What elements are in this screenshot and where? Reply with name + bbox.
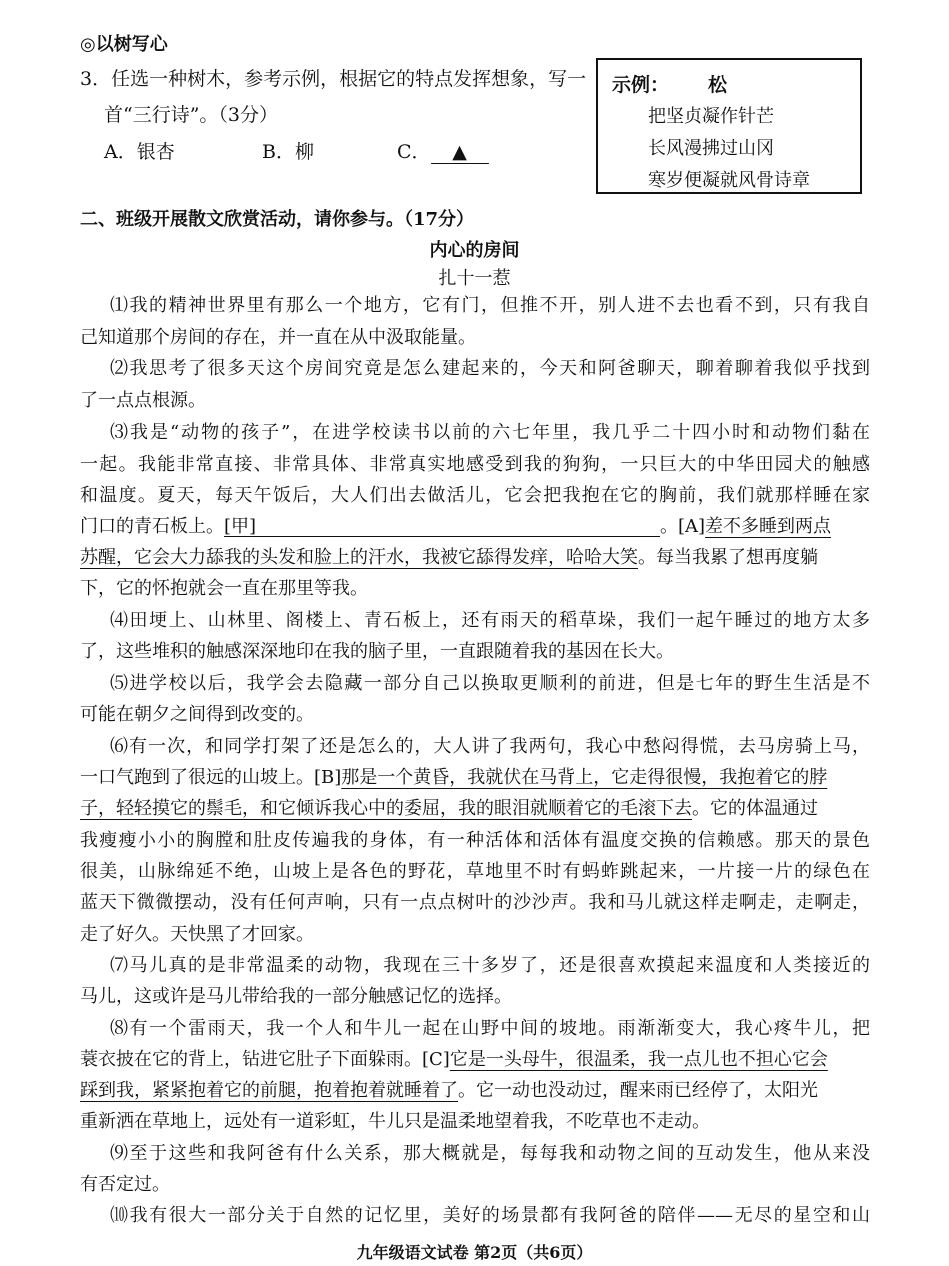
example-line-2: 长风漫拂过山冈 — [648, 138, 774, 159]
question-3-line-2: 首“三行诗”。（3分） — [104, 104, 279, 126]
p1-line-1: ⑴我的精神世界里有那么一个地方，它有门，但推不开，别人进不去也看不到，只有我自 — [110, 295, 870, 316]
underlined-b-1: 那是一个黄昏，我就伏在马背上，它走得很慢，我抱着它的脖 — [341, 767, 828, 788]
p6-line-2 — [80, 769, 870, 787]
p9-line-1: ⑼至于这些和我阿爸有什么关系，那大概就是，每每我和动物之间的互动发生，他从来没 — [110, 1143, 870, 1164]
option-c-label: C． — [397, 141, 431, 163]
p5-line-1: ⑸进学校以后，我学会去隐藏一部分自己以换取更顺利的前进，但是七年的野生生活是不 — [110, 673, 870, 694]
p3-line-6: 下，它的怀抱就会一直在那里等我。 — [80, 578, 368, 599]
p1-line-2: 己知道那个房间的存在，并一直在从中汲取能量。 — [80, 327, 476, 348]
p4-line-2: 了，这些堆积的触感深深地印在我的脑子里，一直跟随着我的基因在长大。 — [80, 641, 674, 662]
p6-line-3 — [80, 800, 870, 818]
underlined-c-2: 踩到我，紧紧抱着它的前腿，抱着抱着就睡着了 — [80, 1080, 458, 1101]
p4-line-1: ⑷田埂上、山林里、阁楼上、青石板上，还有雨天的稻草垛，我们一起午睡过的地方太多 — [110, 610, 870, 631]
blank-jia[interactable] — [224, 518, 660, 537]
underlined-a-1: 差不多睡到两点 — [705, 516, 832, 537]
p8-line-2-text: 蓑衣披在它的背上，钻进它肚子下面躲雨。 — [80, 1049, 422, 1070]
p3-line-3: 和温度。夏天，每天午饭后，大人们出去做活儿，它会把我抱在它的胸前，我们就那样睡在家 — [80, 485, 870, 506]
p9-line-2: 有否定过。 — [80, 1174, 170, 1195]
example-line-3: 寒岁便凝就风骨诗章 — [648, 170, 810, 191]
option-c-answer-blank[interactable] — [431, 141, 489, 164]
p6-line-3-rest: 。它的体温通过 — [692, 798, 818, 819]
section-marker: ◎以树写心 — [80, 34, 168, 55]
option-b: B．柳 — [262, 141, 314, 163]
page-footer: 九年级语文试卷 第2页（共6页） — [356, 1243, 593, 1262]
triangle-icon: ▲ — [452, 141, 467, 163]
p7-line-1: ⑺马儿真的是非常温柔的动物，我现在三十多岁了，还是很喜欢摸起来温度和人类接近的 — [110, 955, 870, 976]
p2-line-2: 了一点点根源。 — [80, 390, 206, 411]
essay-author: 扎十一惹 — [438, 268, 511, 289]
option-c — [397, 137, 489, 164]
underlined-b-2: 子，轻轻摸它的鬃毛，和它倾诉我心中的委屈，我的眼泪就顺着它的毛滚下去 — [80, 798, 692, 819]
p6-line-2-text: 一口气跑到了很远的山坡上。 — [80, 767, 314, 788]
p6-line-6: 蓝天下微微摆动，没有任何声响，只有一点点树叶的沙沙声。我和马儿就这样走啊走，走啊走， — [80, 892, 870, 913]
p8-line-1: ⑻有一个雷雨天，我一个人和牛儿一起在山野中间的坡地。雨渐渐变大，我心疼牛儿，把 — [110, 1018, 870, 1039]
p3-line-2: 一起。我能非常直接、非常具体、非常真实地感受到我的狗狗，一只巨大的中华田园犬的触感 — [80, 454, 870, 475]
p5-line-2: 可能在朝夕之间得到改变的。 — [80, 704, 314, 725]
essay-title: 内心的房间 — [429, 240, 520, 261]
p6-line-4: 我瘦瘦小小的胸膛和肚皮传遍我的身体，有一种活体和活体有温度交换的信赖感。那天的景色 — [80, 830, 870, 851]
example-box — [596, 58, 862, 194]
p3-line-1: ⑶我是“动物的孩子”，在进学校读书以前的六七年里，我几乎二十四小时和动物们黏在 — [110, 422, 870, 443]
p3-line-4-text: 门口的青石板上。 — [80, 516, 224, 537]
example-line-1: 把坚贞凝作针芒 — [648, 106, 774, 127]
option-a: A．银杏 — [104, 141, 175, 163]
p6-line-5: 很美，山脉绵延不绝，山坡上是各色的野花，草地里不时有蚂蚱跳起来，一片接一片的绿色在 — [80, 861, 870, 882]
question-3-line-1: 3．任选一种树木，参考示例，根据它的特点发挥想象，写一 — [80, 68, 587, 90]
example-head-word: 松 — [708, 74, 728, 96]
p2-line-1: ⑵我思考了很多天这个房间究竟是怎么建起来的，今天和阿爸聊天，聊着聊着我似乎找到 — [110, 358, 870, 379]
p3-line-5-rest: 。每当我累了想再度躺 — [638, 547, 818, 568]
p3-line-4 — [80, 518, 870, 537]
marker-b: [B] — [314, 767, 342, 788]
p6-line-1: ⑹有一次，和同学打架了还是怎么的，大人讲了我两句，我心中愁闷得慌，去马房骑上马， — [110, 736, 870, 757]
underlined-a-2: 苏醒，它会大力舔我的头发和脸上的汗水，我被它舔得发痒，哈哈大笑 — [80, 547, 638, 568]
marker-c: [C] — [422, 1049, 450, 1070]
p8-line-3-rest: 。它一动也没动过，醒来雨已经停了，太阳光 — [458, 1080, 818, 1101]
p8-line-2 — [80, 1051, 870, 1069]
p7-line-2: 马儿，这或许是马儿带给我的一部分触感记忆的选择。 — [80, 986, 512, 1007]
blank-jia-label: [甲] — [224, 516, 257, 537]
p6-line-7: 走了好久。天快黑了才回家。 — [80, 924, 314, 945]
underlined-c-1: 它是一头母牛，很温柔，我一点儿也不担心它会 — [449, 1049, 828, 1070]
p8-line-4: 重新洒在草地上，远处有一道彩虹，牛儿只是温柔地望着我，不吃草也不走动。 — [80, 1111, 710, 1132]
example-title: 示例： — [612, 74, 670, 96]
p3-line-5 — [80, 549, 870, 567]
p8-line-3 — [80, 1082, 870, 1100]
marker-a: 。[A] — [660, 516, 706, 537]
p10-line-1: ⑽我有很大一部分关于自然的记忆里，美好的场景都有我阿爸的陪伴——无尽的星空和山 — [110, 1205, 870, 1226]
section-2-heading: 二、班级开展散文欣赏活动，请你参与。（17分） — [80, 209, 475, 230]
